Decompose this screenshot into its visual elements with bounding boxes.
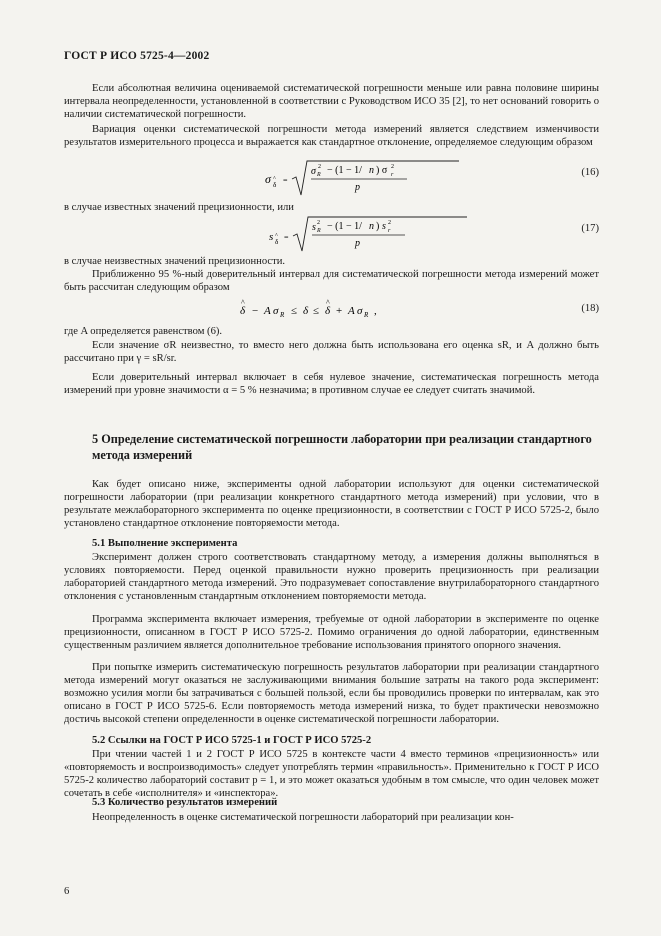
svg-text:2: 2 — [317, 220, 320, 226]
subsection-5-3-heading: 5.3 Количество результатов измерений — [92, 797, 278, 808]
svg-text:R: R — [364, 311, 369, 319]
svg-text:+: + — [336, 305, 343, 317]
paragraph-absolute-value: Если абсолютная величина оцениваемой систематической погрешности меньше или равна половине ширины интервала неопределенности, установленной в соответствии с Руководством ИСО 35 [2], то нет оснований говорить о наличии систематической погрешности. — [64, 83, 599, 121]
svg-text:^: ^ — [326, 298, 330, 307]
paragraph-uncertainty: Неопределенность в оценке систематической погрешности лабораторий при реализации кон- — [92, 812, 514, 823]
svg-text:,: , — [374, 305, 377, 317]
svg-text:2: 2 — [388, 220, 391, 226]
svg-text:A: A — [264, 305, 271, 317]
paragraph-program: Программа эксперимента включает измерения, требуемые от одной лаборатории в эксперименте по оценке прецизионности, описанном в ГОСТ Р ИСО 5725-2. Помимо ограничения до одной лаборатории, единственным существенным различием является дополнительное требование использования принятого опорного значения. — [64, 614, 599, 652]
formula-16-expression — [259, 157, 559, 201]
text-after-formula-17: в случае неизвестных значений прецизионности. — [64, 256, 286, 267]
svg-text:r: r — [391, 172, 394, 178]
equation-number-16: (16) — [581, 167, 599, 178]
svg-text:≤: ≤ — [291, 305, 298, 317]
paragraph-attempt: При попытке измерить систематическую погрешность результатов лаборатории при реализации стандартного метода измерений могут оказаться не заслуживающими внимания большие затраты на такого рода эксперимент: возможно усилия могли бы затрачиваться с большей пользой, если бы проводились проверки по интервалам, как это описано в ГОСТ Р ИСО 5725-6. Если повторяемость метода измерений низка, то будет практически невозможно достичь высокой степени определенности в оценке систематической погрешности лаборатории. — [64, 662, 599, 726]
subsection-5-2-heading: 5.2 Ссылки на ГОСТ Р ИСО 5725-1 и ГОСТ Р ИСО 5725-2 — [92, 735, 372, 746]
equation-number-17: (17) — [581, 223, 599, 234]
svg-text:δ: δ — [325, 305, 331, 317]
svg-text:=: = — [284, 233, 289, 242]
svg-text:p: p — [355, 182, 360, 193]
page-number: 6 — [64, 886, 70, 897]
svg-text:) σ: ) σ — [376, 165, 388, 176]
svg-text:R: R — [317, 228, 321, 234]
paragraph-references: При чтении частей 1 и 2 ГОСТ Р ИСО 5725 в контексте части 4 вместо терминов «прецизионность» или «повторяемость и воспроизводимость» следует употреблять термин «правильность». Применительно к ГОСТ Р ИСО 5725-2 количество лабораторий составит p = 1, и это может оказаться удобным в том смысле, что один человек может сочетать в себе «исполнителя» и «инспектора». — [64, 749, 599, 800]
svg-text:s: s — [382, 221, 386, 232]
svg-text:s: s — [312, 222, 316, 233]
svg-text:σ: σ — [273, 305, 279, 317]
paragraph-confidence-interval: Приближенно 95 %-ный доверительный интервал для систематической погрешности метода измерений может быть рассчитан следующим образом — [64, 269, 599, 294]
svg-text:^: ^ — [275, 233, 278, 239]
page-header: ГОСТ Р ИСО 5725-4—2002 — [64, 50, 210, 62]
svg-text:− (1 − 1/: − (1 − 1/ — [327, 165, 362, 176]
svg-text:δ: δ — [240, 305, 246, 317]
svg-text:δ: δ — [273, 181, 277, 189]
equation-number-18: (18) — [581, 303, 599, 314]
svg-text:δ: δ — [303, 305, 309, 317]
section-5-heading: 5 Определение систематической погрешности лаборатории при реализации стандартного метода измерений — [92, 432, 592, 462]
paragraph-variation: Вариация оценки систематической погрешности метода измерений является следствием изменчивости результатов измерительного процесса и выражается как стандартное отклонение, определяемое следующим образом — [64, 124, 599, 149]
svg-text:σ: σ — [357, 305, 363, 317]
svg-text:σ: σ — [265, 172, 271, 186]
formula-17 — [64, 213, 599, 253]
svg-text:n: n — [369, 221, 374, 232]
document-page — [64, 0, 599, 936]
formula-16 — [64, 157, 599, 197]
svg-text:^: ^ — [241, 298, 245, 307]
subsection-5-1-heading: 5.1 Выполнение эксперимента — [92, 538, 238, 549]
svg-text:s: s — [269, 231, 274, 243]
formula-18-expression — [240, 297, 470, 321]
formula-17-expression — [259, 213, 559, 257]
svg-text:=: = — [283, 176, 288, 185]
svg-text:2: 2 — [318, 164, 321, 170]
svg-text:^: ^ — [273, 176, 276, 182]
svg-text:≤: ≤ — [313, 305, 320, 317]
paragraph-zero-value: Если доверительный интервал включает в себя нулевое значение, систематическая погрешность метода измерений при уровне значимости α = 5 % незначима; в противном случае ее следует считать значимой. — [64, 372, 599, 397]
paragraph-section5-intro: Как будет описано ниже, эксперименты одной лаборатории используют для оценки систематической погрешности лаборатории (при реализации конкретного стандартного метода измерений) при условии, что в результате межлабораторного эксперимента по оценке прецизионности, в соответствии с ГОСТ Р ИСО 5725-2, было установлено стандартное отклонение повторяемости метода. — [64, 479, 599, 530]
text-after-formula-18: где A определяется равенством (6). — [64, 326, 223, 337]
svg-text:A: A — [348, 305, 355, 317]
paragraph-experiment: Эксперимент должен строго соответствовать стандартному методу, а измерения должны выполняться в условиях повторяемости. Перед оценкой правильности нужно проверить прецизионность при реализации лабораторией стандартного метода измерений. Это подразумевает сопоставление внутрилабораторного стандартного отклонения с установленным стандартным отклонением повторяемости метода. — [64, 552, 599, 603]
svg-text:R: R — [317, 172, 321, 178]
svg-text:): ) — [376, 221, 380, 232]
svg-text:n: n — [369, 165, 374, 176]
text-after-formula-16: в случае известных значений прецизионности, или — [64, 202, 294, 213]
svg-text:δ: δ — [275, 238, 279, 246]
paragraph-sigma-unknown: Если значение σR неизвестно, то вместо него должна быть использована его оценка sR, и A должно быть рассчитано при γ = sR/sr. — [64, 340, 599, 365]
svg-text:− (1 − 1/: − (1 − 1/ — [327, 221, 362, 232]
svg-text:R: R — [280, 311, 285, 319]
svg-text:σ: σ — [311, 166, 316, 177]
svg-text:2: 2 — [391, 164, 394, 170]
svg-text:r: r — [388, 228, 391, 234]
svg-text:p: p — [355, 238, 360, 249]
svg-text:−: − — [252, 305, 259, 317]
formula-18 — [64, 297, 599, 321]
